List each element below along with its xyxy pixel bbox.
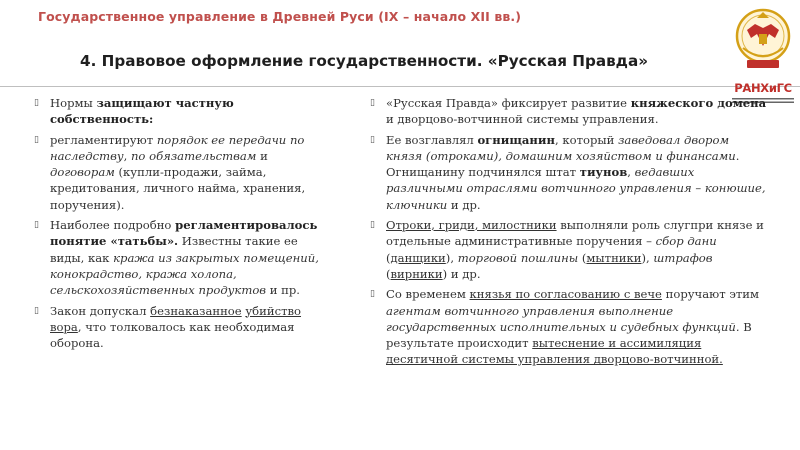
list-item: ▯ Закон допускал безнаказанное убийство вора, что толковалось как необходимая оборона. [36,303,321,352]
title-divider [0,86,800,87]
list-item: ▯ регламентируют порядок ее передачи по наследству, по обязательствам и договорам (купли-продажи, займа, кредитования, личного найма, хранения, поручения). [36,132,321,213]
list-item: ▯ «Русская Правда» фиксирует развитие княжеского домена и дворцово-вотчинной системы управления. [372,95,768,128]
right-column [372,95,768,372]
list-item: ▯ Наиболее подробно регламентировалось понятие «татьбы». Известны такие ее виды, как кража из закрытых помещений, конокрадство, кража холопа, сельскохозяйственных продуктов и пр. [36,217,321,298]
list-item: ▯ Со временем князья по согласованию с вече поручают этим агентам вотчинного управления выполнение государственных исполнительных и судебных функций. В результате происходит вытеснение и ассимиляция десятичной системы управления дворцово-вотчинной. [372,286,768,367]
list-item: ▯ Нормы защищают частную собственность: [36,95,321,128]
slide-title: 4. Правовое оформление государственности. «Русская Правда» [80,52,649,70]
list-item: ▯ Ее возглавлял огнищанин, который заведовал двором князя (отроками), домашним хозяйством и финансами. Огнищанину подчинялся штат тиунов, ведавших различными отраслями вотчинного управления – конюшие, ключники и др. [372,132,768,213]
logo-name: РАНХиГС [734,81,792,95]
ranepa-emblem-icon [733,4,793,76]
left-column [36,95,321,355]
header-title: Государственное управление в Древней Руси (IX – начало XII вв.) [38,9,522,24]
list-item: ▯ Отроки, гриди, милостники выполняли роль слугпри князе и отдельные административные поручения – сбор дани (данщики), торговой пошлины (мытники), штрафов (вирники) и др. [372,217,768,282]
